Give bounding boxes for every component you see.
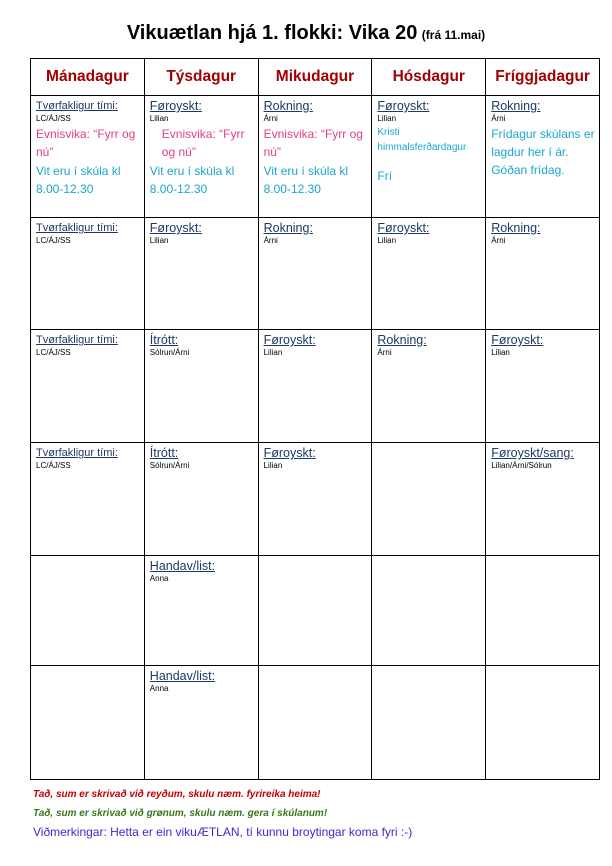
schedule-cell bbox=[258, 556, 372, 666]
schedule-cell bbox=[144, 330, 258, 443]
title-date-range: (frá 11.mai) bbox=[421, 28, 486, 42]
schedule-cell bbox=[258, 218, 372, 330]
teacher-label: Lilian bbox=[149, 236, 169, 245]
schedule-cell bbox=[372, 330, 486, 443]
schedule-cell bbox=[372, 443, 486, 556]
schedule-row bbox=[31, 443, 600, 556]
subject-label: Føroyskt: bbox=[377, 221, 430, 235]
schedule-cell bbox=[258, 666, 372, 780]
schedule-cell bbox=[486, 96, 600, 218]
subject-label: Rokning: bbox=[263, 221, 313, 235]
subject-label: Føroyskt/sang: bbox=[491, 446, 574, 460]
teacher-label: Árni bbox=[491, 236, 506, 245]
teacher-label: Sólrun/Árni bbox=[149, 461, 190, 470]
teacher-label: Árni bbox=[263, 114, 278, 123]
subject-label: Føroyskt: bbox=[491, 333, 544, 347]
note-text: Vit eru í skúla kl 8.00-12.30 bbox=[149, 164, 235, 196]
schedule-cell bbox=[372, 666, 486, 780]
subject-label: Føroyskt: bbox=[149, 99, 202, 113]
teacher-label: Lilian bbox=[263, 461, 283, 470]
teacher-label: LC/ÁJ/SS bbox=[36, 348, 71, 357]
schedule-cell bbox=[486, 330, 600, 443]
schedule-cell bbox=[144, 218, 258, 330]
note-text: Evnisvika: “Fyrr og nú” bbox=[36, 127, 136, 159]
teacher-label: Anna bbox=[149, 684, 169, 693]
schedule-row bbox=[31, 666, 600, 780]
subject-label: Føroyskt: bbox=[377, 99, 430, 113]
teacher-label: Lilian bbox=[377, 236, 397, 245]
subject-label: Rokning: bbox=[491, 221, 541, 235]
schedule-row bbox=[31, 556, 600, 666]
schedule-cell bbox=[31, 218, 145, 330]
note-text: Vit eru í skúla kl 8.00-12.30 bbox=[263, 164, 349, 196]
note-text: Evnisvika: “Fyrr og nú” bbox=[263, 127, 363, 159]
legend-classwork-note: Tað, sum er skrivað við grønum, skulu næm. gera í skúlanum! bbox=[33, 808, 328, 819]
subject-label: Ítrótt: bbox=[149, 333, 179, 347]
schedule-cell bbox=[258, 330, 372, 443]
schedule-cell bbox=[31, 96, 145, 218]
schedule-row bbox=[31, 330, 600, 443]
note-text: Frí bbox=[377, 169, 393, 183]
day-header-thursday: Hósdagur bbox=[372, 59, 486, 96]
day-header-row bbox=[31, 59, 600, 96]
subject-label: Handav/list: bbox=[149, 669, 216, 683]
subject-label: Rokning: bbox=[491, 99, 541, 113]
schedule-cell bbox=[31, 443, 145, 556]
title-main: Vikuætlan hjá 1. flokki: Vika 20 bbox=[126, 22, 418, 44]
schedule-row bbox=[31, 96, 600, 218]
schedule-cell bbox=[31, 666, 145, 780]
teacher-label: Árni bbox=[263, 236, 278, 245]
day-header-tuesday: Týsdagur bbox=[144, 59, 258, 96]
remarks-text: Viðmerkingar: Hetta er ein vikuÆTLAN, tí kunnu broytingar koma fyri :-) bbox=[33, 825, 413, 839]
schedule-cell bbox=[258, 96, 372, 218]
page-title bbox=[0, 22, 612, 45]
subject-label: Tvørfakligur tími: bbox=[36, 334, 118, 346]
note-text: Vit eru í skúla kl 8.00-12.30 bbox=[36, 164, 121, 196]
teacher-label: Lilian/Árni/Sólrun bbox=[491, 461, 552, 470]
subject-label: Tvørfakligur tími: bbox=[36, 222, 118, 234]
schedule-cell bbox=[486, 443, 600, 556]
teacher-label: Lilian bbox=[491, 348, 510, 357]
legend-homework-note: Tað, sum er skrivað við reyðum, skulu næm. fyrireika heima! bbox=[33, 789, 321, 800]
day-header-friday: Fríggjadagur bbox=[486, 59, 600, 96]
schedule-cell bbox=[144, 556, 258, 666]
schedule-cell bbox=[372, 556, 486, 666]
schedule-row bbox=[31, 218, 600, 330]
schedule-cell bbox=[372, 96, 486, 218]
subject-label: Føroyskt: bbox=[149, 221, 202, 235]
teacher-label: Lilian bbox=[149, 114, 169, 123]
teacher-label: Árni bbox=[377, 348, 392, 357]
schedule-cell bbox=[144, 666, 258, 780]
note-text: Evnisvika: “Fyrr og nú” bbox=[161, 127, 245, 159]
teacher-label: LC/ÁJ/SS bbox=[36, 461, 71, 470]
weekly-schedule-table bbox=[30, 58, 600, 780]
subject-label: Tvørfakligur tími: bbox=[36, 100, 118, 112]
subject-label: Tvørfakligur tími: bbox=[36, 447, 118, 459]
subject-label: Handav/list: bbox=[149, 559, 216, 573]
schedule-cell bbox=[486, 556, 600, 666]
subject-label: Ítrótt: bbox=[149, 446, 179, 460]
schedule-cell bbox=[372, 218, 486, 330]
teacher-label: Lilian bbox=[263, 348, 283, 357]
subject-label: Rokning: bbox=[263, 99, 313, 113]
subject-label: Rokning: bbox=[377, 333, 427, 347]
schedule-cell bbox=[144, 96, 258, 218]
teacher-label: Anna bbox=[149, 574, 169, 583]
schedule-cell bbox=[258, 443, 372, 556]
day-header-monday: Mánadagur bbox=[31, 59, 145, 96]
teacher-label: Sólrun/Árni bbox=[149, 348, 190, 357]
subject-label: Føroyskt: bbox=[263, 333, 316, 347]
note-text: Kristi himmalsferðardagur bbox=[377, 127, 467, 153]
teacher-label: LC/ÁJ/SS bbox=[36, 236, 71, 245]
schedule-cell bbox=[144, 443, 258, 556]
note-text: Frídagur skúlans er lagdur her í ár. Góðan frídag. bbox=[491, 127, 595, 177]
teacher-label: Árni bbox=[491, 114, 506, 123]
schedule-cell bbox=[486, 218, 600, 330]
teacher-label: LC/ÁJ/SS bbox=[36, 114, 71, 123]
schedule-cell bbox=[31, 330, 145, 443]
teacher-label: Lilian bbox=[377, 114, 397, 123]
subject-label: Føroyskt: bbox=[263, 446, 316, 460]
schedule-cell bbox=[486, 666, 600, 780]
schedule-cell bbox=[31, 556, 145, 666]
day-header-wednesday: Mikudagur bbox=[258, 59, 372, 96]
